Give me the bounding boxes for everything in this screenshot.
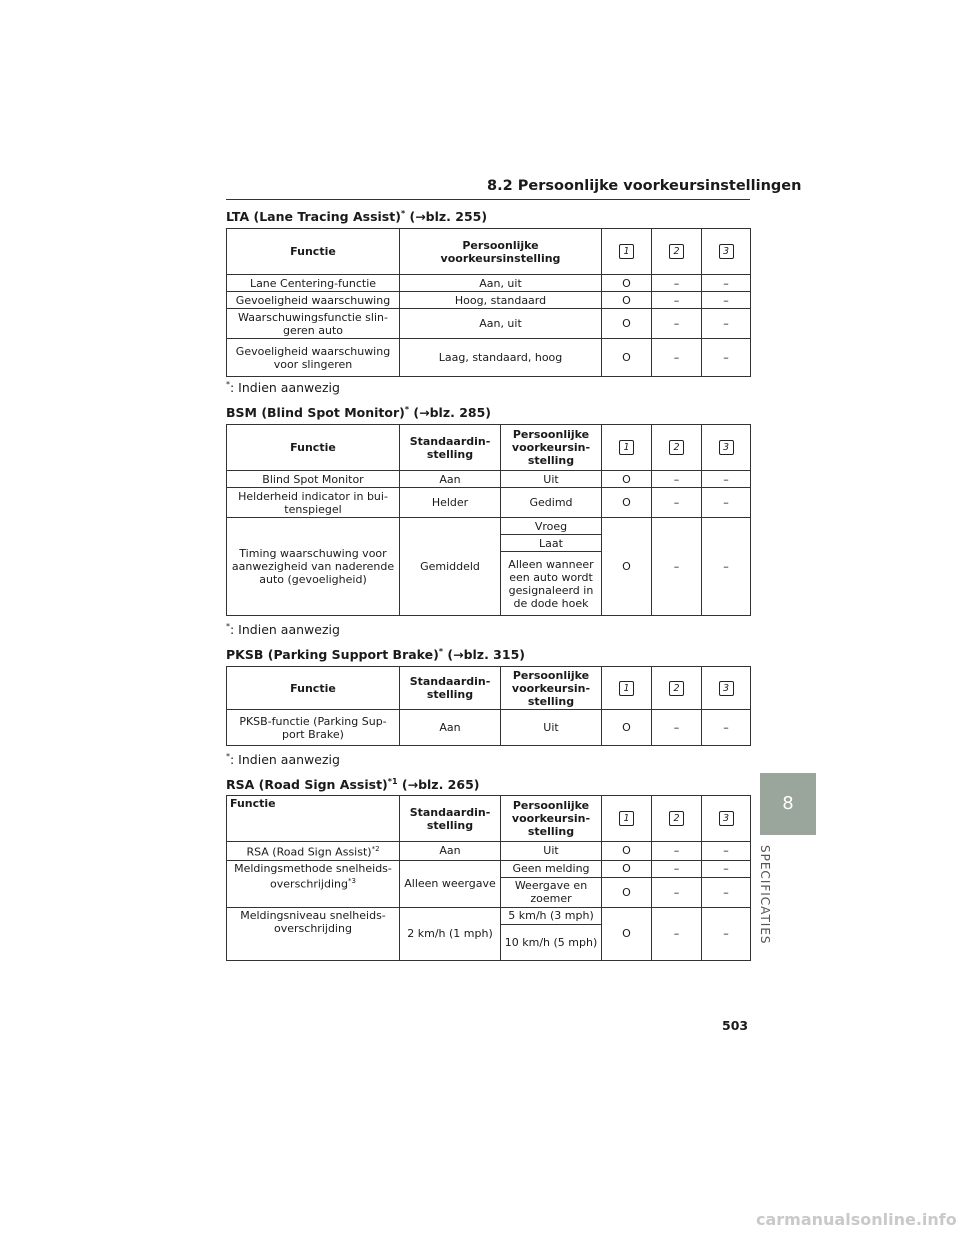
pksb-cell-pref: Uit bbox=[501, 710, 602, 746]
bsm-timing-functie: Timing waarschuwing voor aanwezigheid van naderende auto (gevoeligheid) bbox=[227, 518, 400, 616]
pksb-table bbox=[226, 666, 751, 746]
pksb-cell-c1: O bbox=[602, 710, 652, 746]
pksb-title-ref: (→blz. 315) bbox=[443, 647, 525, 663]
num-2-icon: 2 bbox=[669, 681, 684, 696]
table-row bbox=[227, 339, 751, 377]
pksb-header-num2 bbox=[652, 667, 702, 710]
lta-cell-c2: – bbox=[652, 309, 702, 339]
pksb-header-pref: Persoonlijke voorkeursin-stelling bbox=[501, 667, 602, 710]
chapter-label-text: SPECIFICATIES bbox=[758, 845, 772, 945]
pksb-title-sup: * bbox=[438, 647, 444, 656]
bsm-header-num2 bbox=[652, 425, 702, 471]
pksb-note-text: : Indien aanwezig bbox=[230, 752, 340, 768]
lta-note-text: : Indien aanwezig bbox=[230, 380, 340, 396]
bsm-timing-pref-laat: Laat bbox=[501, 535, 602, 552]
lta-cell-functie: Waarschuwingsfunctie slin-geren auto bbox=[227, 309, 400, 339]
bsm-timing-pref-vroeg: Vroeg bbox=[501, 518, 602, 535]
lta-cell-c3: – bbox=[702, 275, 751, 292]
rsa-section-title bbox=[226, 777, 479, 792]
bsm-header-std: Standaardin-stelling bbox=[400, 425, 501, 471]
num-2-icon: 2 bbox=[669, 440, 684, 455]
table-row bbox=[227, 907, 751, 924]
pksb-header-functie: Functie bbox=[227, 667, 400, 710]
bsm-header-pref: Persoonlijke voorkeursin-stelling bbox=[501, 425, 602, 471]
rsa-row1-pref: Uit bbox=[501, 842, 602, 861]
table-row bbox=[227, 710, 751, 746]
lta-cell-functie: Gevoeligheid waarschuwing bbox=[227, 292, 400, 309]
lta-cell-pref: Aan, uit bbox=[400, 309, 602, 339]
rsa-row3-functie: Meldingsniveau snelheids-overschrijding bbox=[227, 907, 400, 960]
rsa-row1-functie bbox=[227, 842, 400, 861]
table-row bbox=[227, 518, 751, 535]
bsm-header-num1 bbox=[602, 425, 652, 471]
bsm-cell-functie: Helderheid indicator in bui-tenspiegel bbox=[227, 488, 400, 518]
pksb-cell-functie: PKSB-functie (Parking Sup-port Brake) bbox=[227, 710, 400, 746]
num-2-icon: 2 bbox=[669, 244, 684, 259]
rsa-row1-std: Aan bbox=[400, 842, 501, 861]
chapter-label bbox=[752, 845, 792, 955]
table-row bbox=[227, 842, 751, 861]
lta-section-title bbox=[226, 209, 487, 224]
bsm-cell-pref: Gedimd bbox=[501, 488, 602, 518]
bsm-title-ref: (→blz. 285) bbox=[409, 405, 491, 421]
bsm-cell-c3: – bbox=[702, 471, 751, 488]
rsa-header-num1 bbox=[602, 796, 652, 842]
watermark: carmanualsonline.info bbox=[756, 1210, 957, 1229]
bsm-cell-c1: O bbox=[602, 488, 652, 518]
bsm-cell-pref: Uit bbox=[501, 471, 602, 488]
rsa-row3-pref-a: 5 km/h (3 mph) bbox=[501, 907, 602, 924]
table-row bbox=[227, 488, 751, 518]
bsm-note-text: : Indien aanwezig bbox=[230, 622, 340, 638]
bsm-cell-std: Aan bbox=[400, 471, 501, 488]
bsm-timing-c2: – bbox=[652, 518, 702, 616]
rsa-row1-c3: – bbox=[702, 842, 751, 861]
lta-cell-pref: Aan, uit bbox=[400, 275, 602, 292]
lta-note-sup: * bbox=[226, 380, 230, 389]
lta-title-ref: (→blz. 255) bbox=[405, 209, 488, 225]
pksb-footnote bbox=[226, 752, 340, 767]
pksb-cell-c3: – bbox=[702, 710, 751, 746]
rsa-row1-c1: O bbox=[602, 842, 652, 861]
lta-title-sup: * bbox=[400, 209, 406, 218]
table-row bbox=[227, 471, 751, 488]
rsa-row3-c2: – bbox=[652, 907, 702, 960]
rsa-table bbox=[226, 795, 751, 961]
rsa-row3-c3: – bbox=[702, 907, 751, 960]
lta-cell-c3: – bbox=[702, 339, 751, 377]
lta-cell-c1: O bbox=[602, 292, 652, 309]
lta-header-num1 bbox=[602, 229, 652, 275]
rsa-row2-pref-a: Geen melding bbox=[501, 860, 602, 877]
bsm-title-sup: * bbox=[404, 405, 410, 414]
lta-cell-pref: Hoog, standaard bbox=[400, 292, 602, 309]
lta-table bbox=[226, 228, 751, 377]
bsm-section-title bbox=[226, 405, 491, 420]
pksb-title-text: PKSB (Parking Support Brake) bbox=[226, 647, 439, 663]
bsm-note-sup: * bbox=[226, 622, 230, 631]
rsa-header-pref: Persoonlijke voorkeursin-stelling bbox=[501, 796, 602, 842]
rsa-row2-c3-b: – bbox=[702, 877, 751, 907]
lta-cell-functie: Gevoeligheid waarschuwing voor slingeren bbox=[227, 339, 400, 377]
rsa-row2-std: Alleen weergave bbox=[400, 860, 501, 907]
pksb-section-title bbox=[226, 647, 525, 662]
num-1-icon: 1 bbox=[619, 811, 634, 826]
num-1-icon: 1 bbox=[619, 244, 634, 259]
lta-title-text: LTA (Lane Tracing Assist) bbox=[226, 209, 401, 225]
lta-cell-c1: O bbox=[602, 309, 652, 339]
pksb-header-std: Standaardin-stelling bbox=[400, 667, 501, 710]
bsm-header-functie: Functie bbox=[227, 425, 400, 471]
lta-cell-c1: O bbox=[602, 275, 652, 292]
pksb-header-num1 bbox=[602, 667, 652, 710]
rsa-row1-c2: – bbox=[652, 842, 702, 861]
table-row bbox=[227, 292, 751, 309]
bsm-cell-c1: O bbox=[602, 471, 652, 488]
rsa-row2-functie-text: Meldingsmethode snelheids-overschrijding bbox=[234, 861, 392, 891]
page-header-title: 8.2 Persoonlijke voorkeursinstellingen bbox=[487, 178, 802, 194]
num-2-icon: 2 bbox=[669, 811, 684, 826]
bsm-footnote bbox=[226, 622, 340, 637]
table-row bbox=[227, 860, 751, 877]
lta-cell-c3: – bbox=[702, 309, 751, 339]
table-row bbox=[227, 275, 751, 292]
bsm-cell-c3: – bbox=[702, 488, 751, 518]
rsa-header-functie: Functie bbox=[227, 796, 400, 842]
rsa-title-ref: (→blz. 265) bbox=[397, 777, 480, 793]
num-3-icon: 3 bbox=[719, 244, 734, 259]
lta-cell-pref: Laag, standaard, hoog bbox=[400, 339, 602, 377]
lta-header-functie: Functie bbox=[227, 229, 400, 275]
num-3-icon: 3 bbox=[719, 681, 734, 696]
rsa-row2-c3-a: – bbox=[702, 860, 751, 877]
rsa-row2-functie-sup: *3 bbox=[347, 876, 356, 885]
bsm-cell-c2: – bbox=[652, 488, 702, 518]
rsa-header-std: Standaardin-stelling bbox=[400, 796, 501, 842]
lta-cell-c2: – bbox=[652, 275, 702, 292]
page-number: 503 bbox=[722, 1018, 749, 1033]
lta-cell-c3: – bbox=[702, 292, 751, 309]
num-3-icon: 3 bbox=[719, 440, 734, 455]
lta-cell-functie: Lane Centering-functie bbox=[227, 275, 400, 292]
bsm-header-num3 bbox=[702, 425, 751, 471]
num-3-icon: 3 bbox=[719, 811, 734, 826]
header-rule bbox=[226, 199, 750, 200]
rsa-header-num2 bbox=[652, 796, 702, 842]
bsm-timing-std: Gemiddeld bbox=[400, 518, 501, 616]
rsa-row2-c1-b: O bbox=[602, 877, 652, 907]
rsa-row2-c2-a: – bbox=[652, 860, 702, 877]
num-1-icon: 1 bbox=[619, 681, 634, 696]
bsm-cell-c2: – bbox=[652, 471, 702, 488]
bsm-timing-c3: – bbox=[702, 518, 751, 616]
rsa-row3-pref-b: 10 km/h (5 mph) bbox=[501, 924, 602, 960]
rsa-row1-functie-sup: *2 bbox=[371, 845, 380, 853]
rsa-row2-c1-a: O bbox=[602, 860, 652, 877]
table-row bbox=[227, 309, 751, 339]
rsa-row3-std: 2 km/h (1 mph) bbox=[400, 907, 501, 960]
bsm-cell-std: Helder bbox=[400, 488, 501, 518]
bsm-timing-c1: O bbox=[602, 518, 652, 616]
chapter-tab[interactable]: 8 bbox=[760, 773, 816, 835]
bsm-title-text: BSM (Blind Spot Monitor) bbox=[226, 405, 405, 421]
lta-cell-c1: O bbox=[602, 339, 652, 377]
rsa-row2-functie bbox=[227, 860, 400, 907]
rsa-row3-c1: O bbox=[602, 907, 652, 960]
num-1-icon: 1 bbox=[619, 440, 634, 455]
rsa-row2-c2-b: – bbox=[652, 877, 702, 907]
pksb-header-num3 bbox=[702, 667, 751, 710]
lta-header-num3 bbox=[702, 229, 751, 275]
pksb-cell-std: Aan bbox=[400, 710, 501, 746]
lta-footnote bbox=[226, 380, 340, 395]
lta-cell-c2: – bbox=[652, 339, 702, 377]
lta-header-pref: Persoonlijke voorkeursinstelling bbox=[400, 229, 602, 275]
rsa-row2-pref-b: Weergave en zoemer bbox=[501, 877, 602, 907]
pksb-note-sup: * bbox=[226, 752, 230, 761]
rsa-row1-functie-text: RSA (Road Sign Assist) bbox=[246, 845, 372, 859]
lta-header-num2 bbox=[652, 229, 702, 275]
rsa-header-num3 bbox=[702, 796, 751, 842]
rsa-title-sup: *1 bbox=[387, 777, 398, 786]
rsa-title-text: RSA (Road Sign Assist) bbox=[226, 777, 388, 793]
pksb-cell-c2: – bbox=[652, 710, 702, 746]
lta-cell-c2: – bbox=[652, 292, 702, 309]
bsm-timing-pref-alleen: Alleen wanneer een auto wordt gesignaleerd in de dode hoek bbox=[501, 552, 602, 616]
bsm-cell-functie: Blind Spot Monitor bbox=[227, 471, 400, 488]
bsm-table bbox=[226, 424, 751, 616]
